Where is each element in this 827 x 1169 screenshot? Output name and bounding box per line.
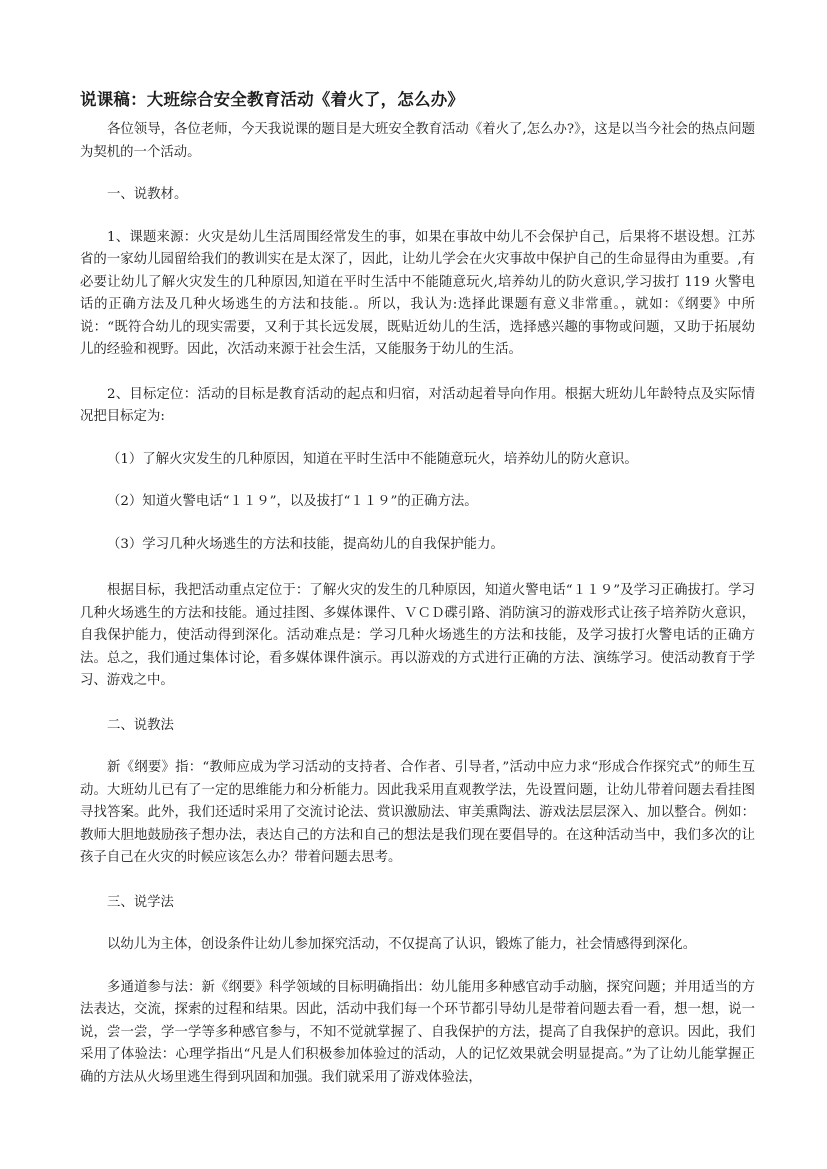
paragraph-key-points: 根据目标，我把活动重点定位于：了解火灾的发生的几种原因，知道火警电话“１１９”及学习正确拔打。学习几种火场逃生的方法和技能。通过挂图、多媒体课件、ＶＣＤ碟引路、消防演习的游戏形式让孩子培养防火意识，自我保护能力，使活动得到深化。活动难点是：学习几种火场逃生的方法和技能，及学习拔打火警电话的正确方法。总之，我们通过集体讨论，看多媒体课件演示。再以游戏的方式进行正确的方法、演练学习。使活动教育于学习、游戏之中。 (80, 583, 755, 688)
paragraph-multi-channel: 多通道参与法：新《纲要》科学领域的目标明确指出：幼儿能用多种感官动手动脑，探究问题；并用适当的方法表达，交流，探索的过程和结果。因此，活动中我们每一个环节都引导幼儿是带着问题去看一看，想一想，说一说，尝一尝，学一学等多种感官参与，不知不觉就掌握了、自我保护的方法，提高了自我保护的意识。因此，我们采用了体验法：心理学指出“凡是人们积极参加体验过的活动，人的记忆效果就会明显提高。”为了让幼儿能掌握正确的方法从火场里逃生得到巩固和加强。我们就采用了游戏体验法， (80, 979, 755, 1085)
paragraph-goal-positioning: 2、目标定位：活动的目标是教育活动的起点和归宿，对活动起着导向作用。根据大班幼儿年龄特点及实际情况把目标定为: (80, 386, 755, 424)
paragraph-topic-source: 1、课题来源：火灾是幼儿生活周围经常发生的事，如果在事故中幼儿不会保护自己，后果将不堪设想。江苏省的一家幼儿园留给我们的教训实在是太深了，因此，让幼儿学会在火灾事故中保护自己的生命显得由为重要。,有必要让幼儿了解火灾发生的几种原因,知道在平时生活中不能随意玩火,培养幼儿的防火意识,学习拔打 119 火警电话的正确方法及几种火场逃生的方法和技能.。所以，我认为:选择此课题有意义非常重。，就如：《纲要》中所说：“既符合幼儿的现实需要，又利于其长远发展，既贴近幼儿的生活，选择感兴趣的事物或问题，又助于拓展幼儿的经验和视野。因此，次活动来源于社会生活，又能服务于幼儿的生活。 (80, 229, 755, 357)
section-heading-teaching-method: 二、说教法 (107, 717, 174, 733)
section-heading-learning-method: 三、说学法 (107, 894, 174, 910)
goal-item-2: （2）知道火警电话“１１９”，以及拔打“１１９”的正确方法。 (107, 494, 478, 509)
goal-item-1: （1）了解火灾发生的几种原因，知道在平时生活中不能随意玩火，培养幼儿的防火意识。 (107, 451, 638, 467)
section-heading-teaching-material: 一、说教材。 (107, 187, 188, 202)
intro-paragraph: 各位领导，各位老师，今天我说课的题目是大班安全教育活动《着火了,怎么办?》，这是以当今社会的热点问题为契机的一个活动。 (80, 122, 755, 160)
page-title: 说课稿：大班综合安全教育活动《着火了，怎么办》 (80, 90, 465, 109)
paragraph-learning-method-intro: 以幼儿为主体，创设条件让幼儿参加探究活动，不仅提高了认识，锻炼了能力，社会情感得到深化。 (107, 937, 697, 952)
paragraph-teaching-method: 新《纲要》指：“教师应成为学习活动的支持者、合作者、引导者，”活动中应力求“形成合作探究式”的师生互动。大班幼儿已有了一定的思维能力和分析能力。因此我采用直观教学法，先设置问题，让幼儿带着问题去看挂图寻找答案。此外，我们还适时采用了交流讨论法、赏识激励法、审美熏陶法、游戏法层层深入、加以整合。例如：教师大胆地鼓励孩子想办法，表达自己的方法和自己的想法是我们现在要倡导的。在这种活动当中，我们多次的让孩子自己在火灾的时候应该怎么办？带着问题去思考。 (80, 760, 755, 865)
goal-item-3: （3）学习几种火场逃生的方法和技能，提高幼儿的自我保护能力。 (107, 536, 504, 552)
